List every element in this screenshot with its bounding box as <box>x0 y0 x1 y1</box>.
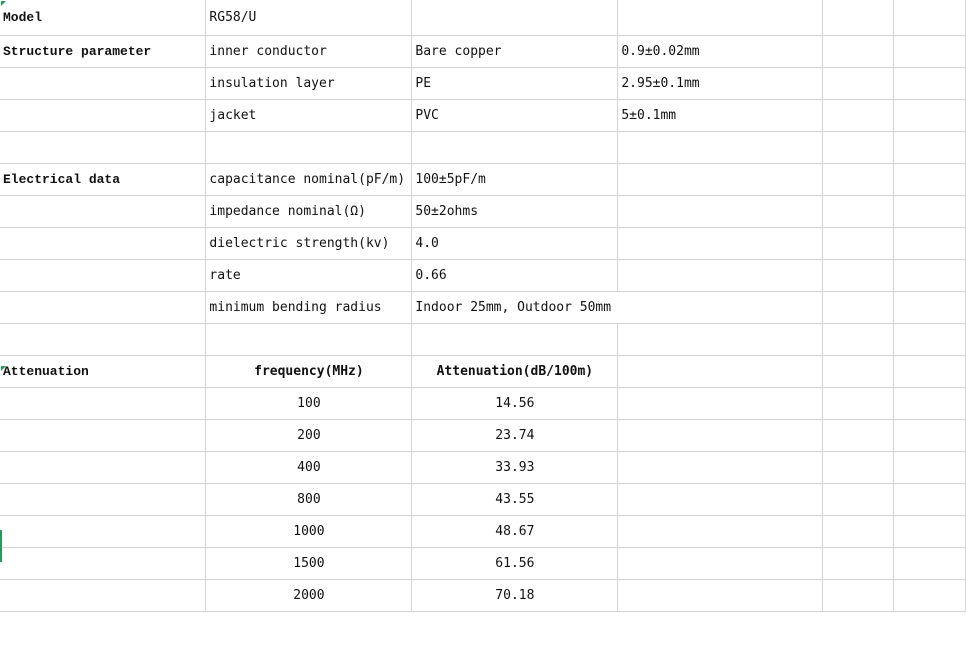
empty-cell[interactable] <box>894 323 966 355</box>
table-row <box>0 291 966 323</box>
empty-cell[interactable] <box>823 99 894 131</box>
empty-cell[interactable] <box>823 579 894 611</box>
comment-indicator-icon <box>1 1 6 6</box>
empty-cell[interactable] <box>0 291 206 323</box>
empty-cell[interactable] <box>823 67 894 99</box>
empty-cell[interactable] <box>618 0 823 35</box>
empty-cell[interactable] <box>894 0 966 35</box>
empty-cell[interactable] <box>0 483 206 515</box>
empty-cell[interactable] <box>823 451 894 483</box>
electrical-item[interactable]: rate <box>206 259 412 291</box>
structure-label[interactable]: Structure parameter <box>0 35 206 67</box>
table-row <box>0 227 966 259</box>
model-label[interactable]: Model <box>0 0 206 35</box>
empty-cell[interactable] <box>206 323 412 355</box>
empty-cell[interactable] <box>894 419 966 451</box>
structure-size[interactable]: 0.9±0.02mm <box>618 35 823 67</box>
empty-cell[interactable] <box>0 131 206 163</box>
frequency-column-header[interactable]: frequency(MHz) <box>206 355 412 387</box>
table-row <box>0 131 966 163</box>
structure-item[interactable]: insulation layer <box>206 67 412 99</box>
empty-cell[interactable] <box>823 131 894 163</box>
empty-cell[interactable] <box>618 195 823 227</box>
empty-cell[interactable] <box>823 515 894 547</box>
attenuation-value[interactable]: 61.56 <box>412 547 618 579</box>
electrical-item[interactable]: dielectric strength(kv) <box>206 227 412 259</box>
structure-item[interactable]: jacket <box>206 99 412 131</box>
attenuation-value[interactable]: 70.18 <box>412 579 618 611</box>
empty-cell[interactable] <box>618 259 823 291</box>
frequency-value[interactable]: 400 <box>206 451 412 483</box>
empty-cell[interactable] <box>894 163 966 195</box>
frequency-value[interactable]: 200 <box>206 419 412 451</box>
empty-cell[interactable] <box>618 355 823 387</box>
empty-cell[interactable] <box>412 131 618 163</box>
empty-cell[interactable] <box>823 0 894 35</box>
empty-cell[interactable] <box>412 323 618 355</box>
electrical-label[interactable]: Electrical data <box>0 163 206 195</box>
table-row <box>0 387 966 419</box>
empty-cell[interactable] <box>894 515 966 547</box>
empty-cell[interactable] <box>894 355 966 387</box>
table-row <box>0 547 966 579</box>
empty-cell[interactable] <box>618 131 823 163</box>
empty-cell[interactable] <box>0 259 206 291</box>
table-row <box>0 451 966 483</box>
empty-cell[interactable] <box>206 131 412 163</box>
structure-material[interactable]: Bare copper <box>412 35 618 67</box>
model-value[interactable]: RG58/U <box>206 0 412 35</box>
frequency-value[interactable]: 100 <box>206 387 412 419</box>
electrical-item[interactable]: impedance nominal(Ω) <box>206 195 412 227</box>
empty-cell[interactable] <box>894 291 966 323</box>
attenuation-value[interactable]: 43.55 <box>412 483 618 515</box>
empty-cell[interactable] <box>618 227 823 259</box>
attenuation-value[interactable]: 14.56 <box>412 387 618 419</box>
empty-cell[interactable] <box>894 195 966 227</box>
structure-size[interactable]: 2.95±0.1mm <box>618 67 823 99</box>
table-row <box>0 323 966 355</box>
empty-cell[interactable] <box>894 35 966 67</box>
empty-cell[interactable] <box>823 419 894 451</box>
row-selection-marker <box>0 530 2 562</box>
empty-cell[interactable] <box>0 515 206 547</box>
comment-indicator-icon <box>1 366 6 371</box>
attenuation-value[interactable]: 33.93 <box>412 451 618 483</box>
attenuation-column-header[interactable]: Attenuation(dB/100m) <box>412 355 618 387</box>
table-row <box>0 163 966 195</box>
table-row <box>0 515 966 547</box>
attenuation-label[interactable]: Attenuation <box>0 355 206 387</box>
electrical-value[interactable]: 100±5pF/m <box>412 163 618 195</box>
frequency-value[interactable]: 800 <box>206 483 412 515</box>
empty-cell[interactable] <box>894 99 966 131</box>
empty-cell[interactable] <box>618 483 823 515</box>
empty-cell[interactable] <box>894 451 966 483</box>
empty-cell[interactable] <box>618 419 823 451</box>
empty-cell[interactable] <box>0 195 206 227</box>
table-row <box>0 483 966 515</box>
empty-cell[interactable] <box>823 291 894 323</box>
empty-cell[interactable] <box>412 0 618 35</box>
empty-cell[interactable] <box>894 227 966 259</box>
empty-cell[interactable] <box>823 547 894 579</box>
frequency-value[interactable]: 1500 <box>206 547 412 579</box>
table-row <box>0 67 966 99</box>
empty-cell[interactable] <box>618 323 823 355</box>
empty-cell[interactable] <box>823 323 894 355</box>
table-row <box>0 355 966 387</box>
structure-item[interactable]: inner conductor <box>206 35 412 67</box>
empty-cell[interactable] <box>823 259 894 291</box>
table-row <box>0 419 966 451</box>
empty-cell[interactable] <box>618 547 823 579</box>
attenuation-value[interactable]: 23.74 <box>412 419 618 451</box>
electrical-item[interactable]: minimum bending radius <box>206 291 412 323</box>
empty-cell[interactable] <box>618 515 823 547</box>
table-row <box>0 259 966 291</box>
empty-cell[interactable] <box>823 227 894 259</box>
empty-cell[interactable] <box>0 227 206 259</box>
empty-cell[interactable] <box>0 419 206 451</box>
empty-cell[interactable] <box>618 163 823 195</box>
structure-material[interactable]: PVC <box>412 99 618 131</box>
electrical-value[interactable]: 50±2ohms <box>412 195 618 227</box>
empty-cell[interactable] <box>894 547 966 579</box>
electrical-value[interactable]: Indoor 25mm, Outdoor 50mm <box>412 291 823 323</box>
empty-cell[interactable] <box>0 387 206 419</box>
frequency-value[interactable]: 2000 <box>206 579 412 611</box>
empty-cell[interactable] <box>618 451 823 483</box>
empty-cell[interactable] <box>0 579 206 611</box>
table-row <box>0 35 966 67</box>
empty-cell[interactable] <box>823 387 894 419</box>
structure-size[interactable]: 5±0.1mm <box>618 99 823 131</box>
table-row <box>0 99 966 131</box>
electrical-value[interactable]: 0.66 <box>412 259 618 291</box>
empty-cell[interactable] <box>894 387 966 419</box>
attenuation-value[interactable]: 48.67 <box>412 515 618 547</box>
empty-cell[interactable] <box>0 67 206 99</box>
table-row <box>0 579 966 611</box>
empty-cell[interactable] <box>823 163 894 195</box>
empty-cell[interactable] <box>618 387 823 419</box>
electrical-item[interactable]: capacitance nominal(pF/m) <box>206 163 412 195</box>
table-row <box>0 195 966 227</box>
empty-cell[interactable] <box>894 131 966 163</box>
empty-cell[interactable] <box>894 483 966 515</box>
empty-cell[interactable] <box>0 323 206 355</box>
empty-cell[interactable] <box>894 579 966 611</box>
empty-cell[interactable] <box>894 67 966 99</box>
electrical-value[interactable]: 4.0 <box>412 227 618 259</box>
frequency-value[interactable]: 1000 <box>206 515 412 547</box>
structure-material[interactable]: PE <box>412 67 618 99</box>
empty-cell[interactable] <box>823 483 894 515</box>
table-row <box>0 0 966 35</box>
empty-cell[interactable] <box>894 259 966 291</box>
empty-cell[interactable] <box>823 195 894 227</box>
empty-cell[interactable] <box>0 99 206 131</box>
empty-cell[interactable] <box>823 355 894 387</box>
empty-cell[interactable] <box>618 579 823 611</box>
empty-cell[interactable] <box>0 451 206 483</box>
empty-cell[interactable] <box>0 547 206 579</box>
empty-cell[interactable] <box>823 35 894 67</box>
